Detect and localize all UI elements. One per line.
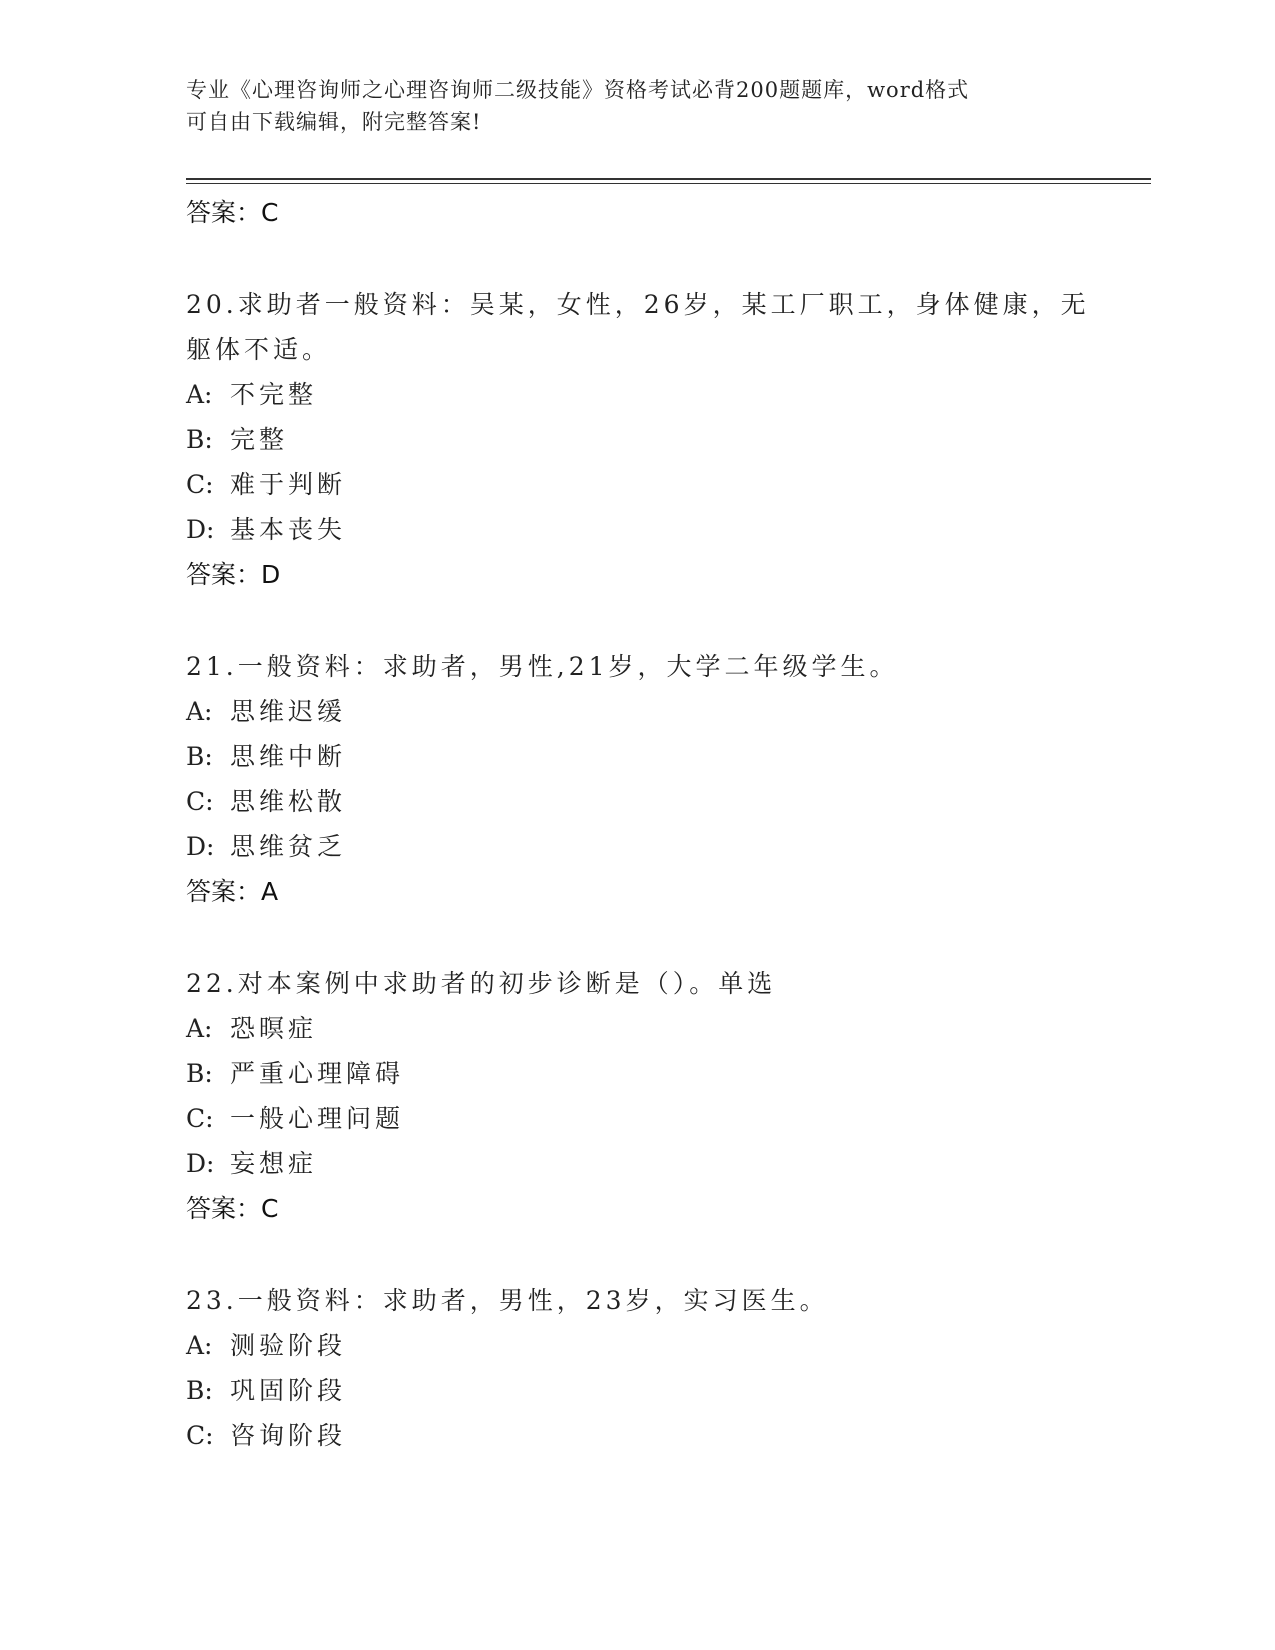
question-text: 躯体不适。 [186,335,332,364]
option-text: 恐暝症 [230,1014,318,1043]
option-text: 完整 [230,425,289,454]
option-d [186,507,1086,552]
option-text: 巩固阶段 [230,1376,347,1405]
option-text: 思维迟缓 [230,697,347,726]
option-c [186,462,1086,507]
option-text: 思维中断 [230,742,347,771]
question-text: 20.求助者一般资料：吴某，女性，26岁，某工厂职工，身体健康，无 [186,290,1090,319]
option-b [186,1368,1086,1413]
question-block [186,282,1090,597]
option-c [186,1413,1086,1458]
option-key: B: [186,742,213,771]
option-text: 咨询阶段 [230,1421,347,1450]
option-a [186,372,1086,417]
option-text: 严重心理障碍 [230,1059,405,1088]
option-key: B: [186,1059,213,1088]
header-line-2: 可自由下载编辑，附完整答案! [186,110,482,134]
option-c [186,779,1086,824]
question-block [186,961,1086,1231]
option-key: D: [186,515,215,544]
answer-line: 答案：C [186,1194,279,1223]
option-text: 测验阶段 [230,1331,347,1360]
option-key: A: [186,380,213,409]
header-rule-thick [186,178,1151,180]
option-a [186,689,1086,734]
option-key: A: [186,697,213,726]
question-list [186,190,1090,1458]
option-b [186,1051,1086,1096]
page-header [186,74,1066,138]
question-text: 23.一般资料：求助者，男性，23岁，实习医生。 [186,1286,829,1315]
answer-line: 答案：C [186,198,279,227]
question-block [186,644,1086,914]
question-text: 22.对本案例中求助者的初步诊断是（）。单选 [186,969,777,998]
header-line-1: 专业《心理咨询师之心理咨询师二级技能》资格考试必背200题题库，word格式 [186,78,970,102]
option-key: B: [186,425,213,454]
question-text: 21.一般资料：求助者，男性,21岁，大学二年级学生。 [186,652,899,681]
option-key: C: [186,1104,214,1133]
option-a [186,1323,1086,1368]
option-text: 思维贫乏 [230,832,347,861]
header-rule-thin [186,183,1151,184]
option-text: 一般心理问题 [230,1104,405,1133]
option-key: A: [186,1014,213,1043]
option-a [186,1006,1086,1051]
option-text: 基本丧失 [230,515,347,544]
option-key: B: [186,1376,213,1405]
option-text: 难于判断 [230,470,347,499]
answer-line: 答案：D [186,560,281,589]
option-text: 不完整 [230,380,318,409]
option-b [186,417,1086,462]
option-c [186,1096,1086,1141]
option-key: A: [186,1331,213,1360]
option-key: C: [186,787,214,816]
option-key: C: [186,1421,214,1450]
option-d [186,824,1086,869]
option-text: 思维松散 [230,787,347,816]
question-block [186,1278,1086,1458]
answer-line: 答案：A [186,877,279,906]
option-text: 妄想症 [230,1149,318,1178]
option-key: D: [186,1149,215,1178]
option-key: C: [186,470,214,499]
option-key: D: [186,832,215,861]
option-b [186,734,1086,779]
option-d [186,1141,1086,1186]
